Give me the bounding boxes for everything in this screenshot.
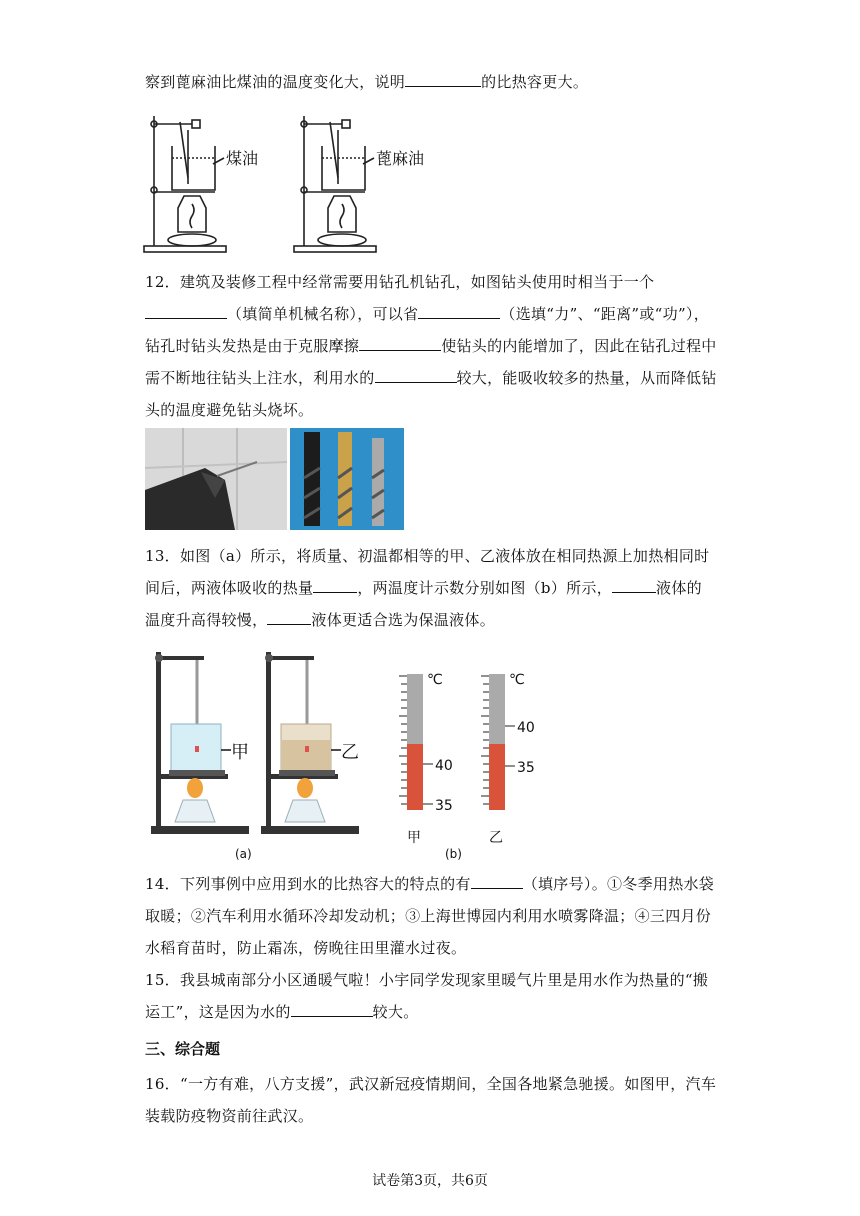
stand-jia <box>151 652 249 834</box>
unit-yi: ℃ <box>509 672 525 688</box>
label-yi-a: 乙 <box>341 742 359 763</box>
thermo-yi-label-35: 35 <box>517 760 535 776</box>
q15-blank <box>291 1000 373 1017</box>
q13-blank-2 <box>612 576 656 593</box>
q13-blank-1 <box>313 576 357 593</box>
q14-blank <box>471 872 523 889</box>
q12-blank-1 <box>145 302 227 319</box>
drill-photo <box>145 428 287 530</box>
thermo-yi-label-40: 40 <box>517 720 535 736</box>
q12-blank-2 <box>418 302 500 319</box>
q13-figure <box>145 640 545 865</box>
section-heading: 三、综合题 <box>145 1040 221 1058</box>
label-yi-b: 乙 <box>489 830 503 846</box>
thermometer-jia <box>399 672 453 846</box>
caption-a: (a) <box>235 847 252 861</box>
caption-b: (b) <box>445 847 462 861</box>
thermometer-yi <box>481 672 535 846</box>
q13-text: 13．如图（a）所示，将质量、初温都相等的甲、乙液体放在相同热源上加热相同时间后，两液体吸收的热量 ，两温度计示数分别如图（b）所示， 液体的温度升高得较慢， 液体更适合选为保温液体。 <box>145 547 710 629</box>
q11-heating-figure <box>140 108 440 256</box>
q14-text: 14．下列事例中应用到水的比热容大的特点的有 （填序号）。①冬季用热水袋取暖；②汽车利用水循环冷却发动机；③上海世博园内利用水喷雾降温；④三四月份水稻育苗时，防止霜冻，傍晚往田里灌水过夜。 <box>145 868 717 964</box>
q11-text: 察到蓖麻油比煤油的温度变化大，说明 的比热容更大。 <box>145 66 717 98</box>
stand-yi <box>261 652 359 834</box>
q12-blank-3 <box>359 334 441 351</box>
q12-text: 12．建筑及装修工程中经常需要用钻孔机钻孔，如图钻头使用时相当于一个（填简单机械名称），可以省 （选填“力”、“距离”或“功”），钻孔时钻头发热是由于克服摩擦 使钻头的内能增加了，因此在钻孔过程中需不断地往钻头上注水，利用水的 较大，能吸收较多的热量，从而降低钻头的温度避免钻头烧坏。 <box>145 273 717 419</box>
q15-text: 15．我县城南部分小区通暖气啦！小宇同学发现家里暖气片里是用水作为热量的“搬运工”，这是因为水的 较大。 <box>145 971 709 1021</box>
label-kerosene: 煤油 <box>226 149 259 168</box>
q13-blank-3 <box>267 608 311 625</box>
thermo-jia-label-40: 40 <box>435 758 453 774</box>
label-jia-b: 甲 <box>407 830 421 846</box>
drill-bits-photo <box>290 428 404 530</box>
unit-jia: ℃ <box>427 672 443 688</box>
label-castor-oil: 蓖麻油 <box>376 149 425 168</box>
label-jia-a: 甲 <box>231 742 249 763</box>
q11-blank <box>405 70 481 87</box>
page-footer: 试卷第3页，共6页 <box>372 1173 488 1189</box>
q12-blank-4 <box>375 366 457 383</box>
thermo-jia-label-35: 35 <box>435 798 453 814</box>
q16-text: 16．“一方有难，八方支援”，武汉新冠疫情期间，全国各地紧急驰援。如图甲，汽车装载防疫物资前往武汉。 <box>145 1075 717 1125</box>
